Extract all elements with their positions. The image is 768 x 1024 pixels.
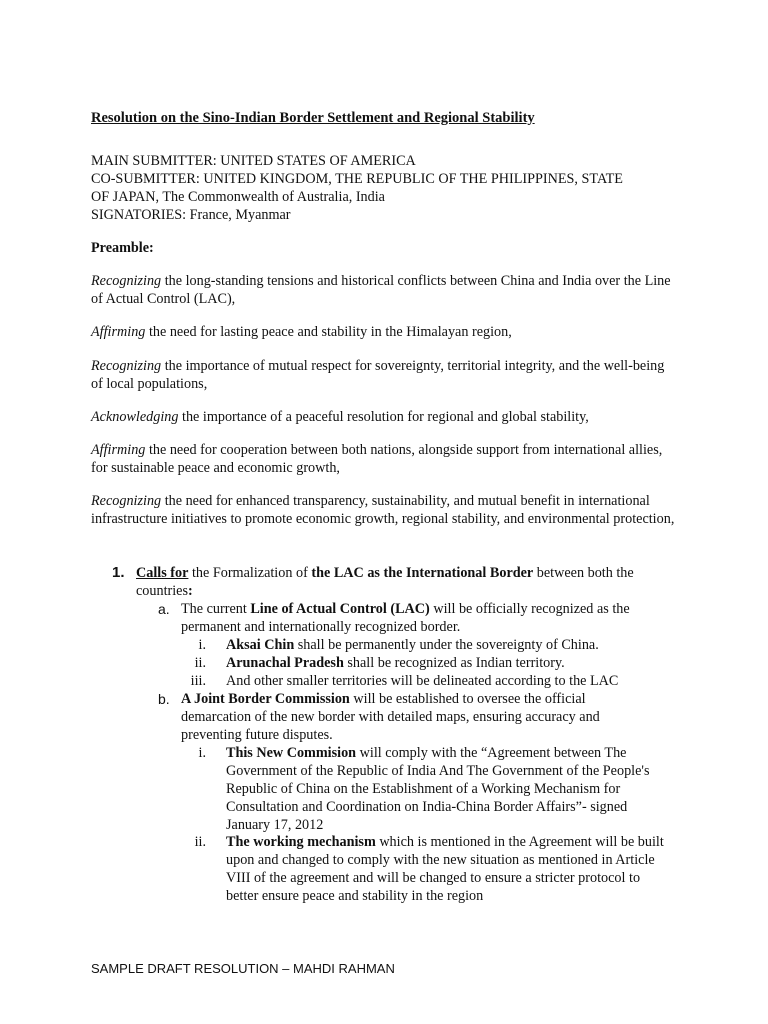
clause-text: The current [181,601,251,617]
page-footer: SAMPLE DRAFT RESOLUTION – MAHDI RAHMAN [91,961,395,976]
preamble-clause [91,408,676,426]
clause-text: will be officially recognized as the permanent and internationally recognized border. [181,601,630,635]
sub-clause-letter: b. [158,691,170,707]
clause-lead: Recognizing [91,493,162,509]
clause-text: will be established to oversee the official demarcation of the new border with detailed maps, ensuring accuracy and preventing future disputes. [181,691,600,743]
roman-numeral: i. [198,637,206,653]
submitters-block [91,152,676,224]
clause-text: shall be permanently under the sovereignty of China. [294,637,599,653]
preamble-clause [91,272,676,308]
preamble-heading: Preamble: [91,240,154,256]
roman-numeral: iii. [190,673,206,689]
preamble-clause [91,492,676,528]
clause-bold: Aksai Chin [226,637,295,653]
sub-clause-body [181,600,651,636]
roman-numeral: ii. [194,655,206,671]
co-submitter-line-1: CO-SUBMITTER: UNITED KINGDOM, THE REPUBLIC OF THE PHILIPPINES, STATE [91,171,623,187]
clause-bold: This New Commision [226,745,357,761]
sub-sub-clause-b-i [180,744,680,834]
sub-sub-clause-a-iii [180,672,680,690]
sub-clause-body [181,690,651,744]
clause-bold: A Joint Border Commission [181,691,350,707]
main-submitter: MAIN SUBMITTER: UNITED STATES OF AMERICA [91,153,416,169]
clause-body [136,564,682,600]
sub-clause-b [158,690,648,744]
clause-text: the importance of mutual respect for sovereignty, territorial integrity, and the well-being of local populations, [91,358,665,392]
clause-text: the need for lasting peace and stability in the Himalayan region, [145,324,512,340]
preamble-clause [91,323,676,341]
clause-lead: Recognizing [91,358,162,374]
clause-number: 1. [112,564,125,581]
sub-sub-clause-body: And other smaller territories will be delineated according to the LAC [226,673,619,689]
sub-sub-clause-a-i [180,636,680,654]
preamble-clause [91,441,676,477]
clause-lead: Affirming [91,324,146,340]
clause-text: between both the countries [136,565,634,599]
sub-sub-clause-body [226,636,666,654]
co-submitter-line-2: OF JAPAN, The Commonwealth of Australia, India [91,189,385,205]
signatories: SIGNATORIES: France, Myanmar [91,207,291,223]
sub-sub-clause-body [226,833,666,905]
sub-sub-clause-body [226,654,666,672]
clause-lead: Calls for [136,565,189,581]
roman-numeral: ii. [194,834,206,850]
preamble-clause [91,357,676,393]
clause-text: the Formalization of [188,565,312,581]
clause-text: shall be recognized as Indian territory. [343,655,565,671]
clause-bold: Arunachal Pradesh [226,655,344,671]
clause-text: the importance of a peaceful resolution for regional and global stability, [178,409,589,425]
clause-text: will comply with the “Agreement between The Government of the Republic of India And The Government of the People's Republic of China on the Establishment of a Working Mechanism for Consultation and Coordination on India-China Border Affairs”- signed January 17, 2012 [226,745,650,833]
clause-bold: the LAC as the International Border [311,565,534,581]
sub-clause-letter: a. [158,601,170,617]
clause-lead: Recognizing [91,273,162,289]
clause-bold: The working mechanism [226,834,376,850]
document-title: Resolution on the Sino-Indian Border Settlement and Regional Stability [91,110,535,126]
roman-numeral: i. [198,745,206,761]
clause-colon: : [188,583,193,599]
operative-clause-1 [112,564,682,600]
clause-text: which is mentioned in the Agreement will be built upon and changed to comply with the new situation as mentioned in Article VIII of the agreement and will be changed to ensure a stricter protocol to better ensure peace and stability in the region [226,834,664,904]
clause-text: the need for cooperation between both nations, alongside support from international allies, for sustainable peace and economic growth, [91,442,663,476]
sub-clause-a [158,600,648,636]
clause-bold: Line of Actual Control (LAC) [250,601,430,617]
clause-text: the long-standing tensions and historical conflicts between China and India over the Line of Actual Control (LAC), [91,273,671,307]
clause-text: the need for enhanced transparency, sustainability, and mutual benefit in international infrastructure initiatives to promote economic growth, regional stability, and environmental protection, [91,493,675,527]
sub-sub-clause-b-ii [180,833,680,905]
sub-sub-clause-a-ii [180,654,680,672]
clause-lead: Acknowledging [91,409,179,425]
sub-sub-clause-body [226,744,666,834]
clause-lead: Affirming [91,442,146,458]
